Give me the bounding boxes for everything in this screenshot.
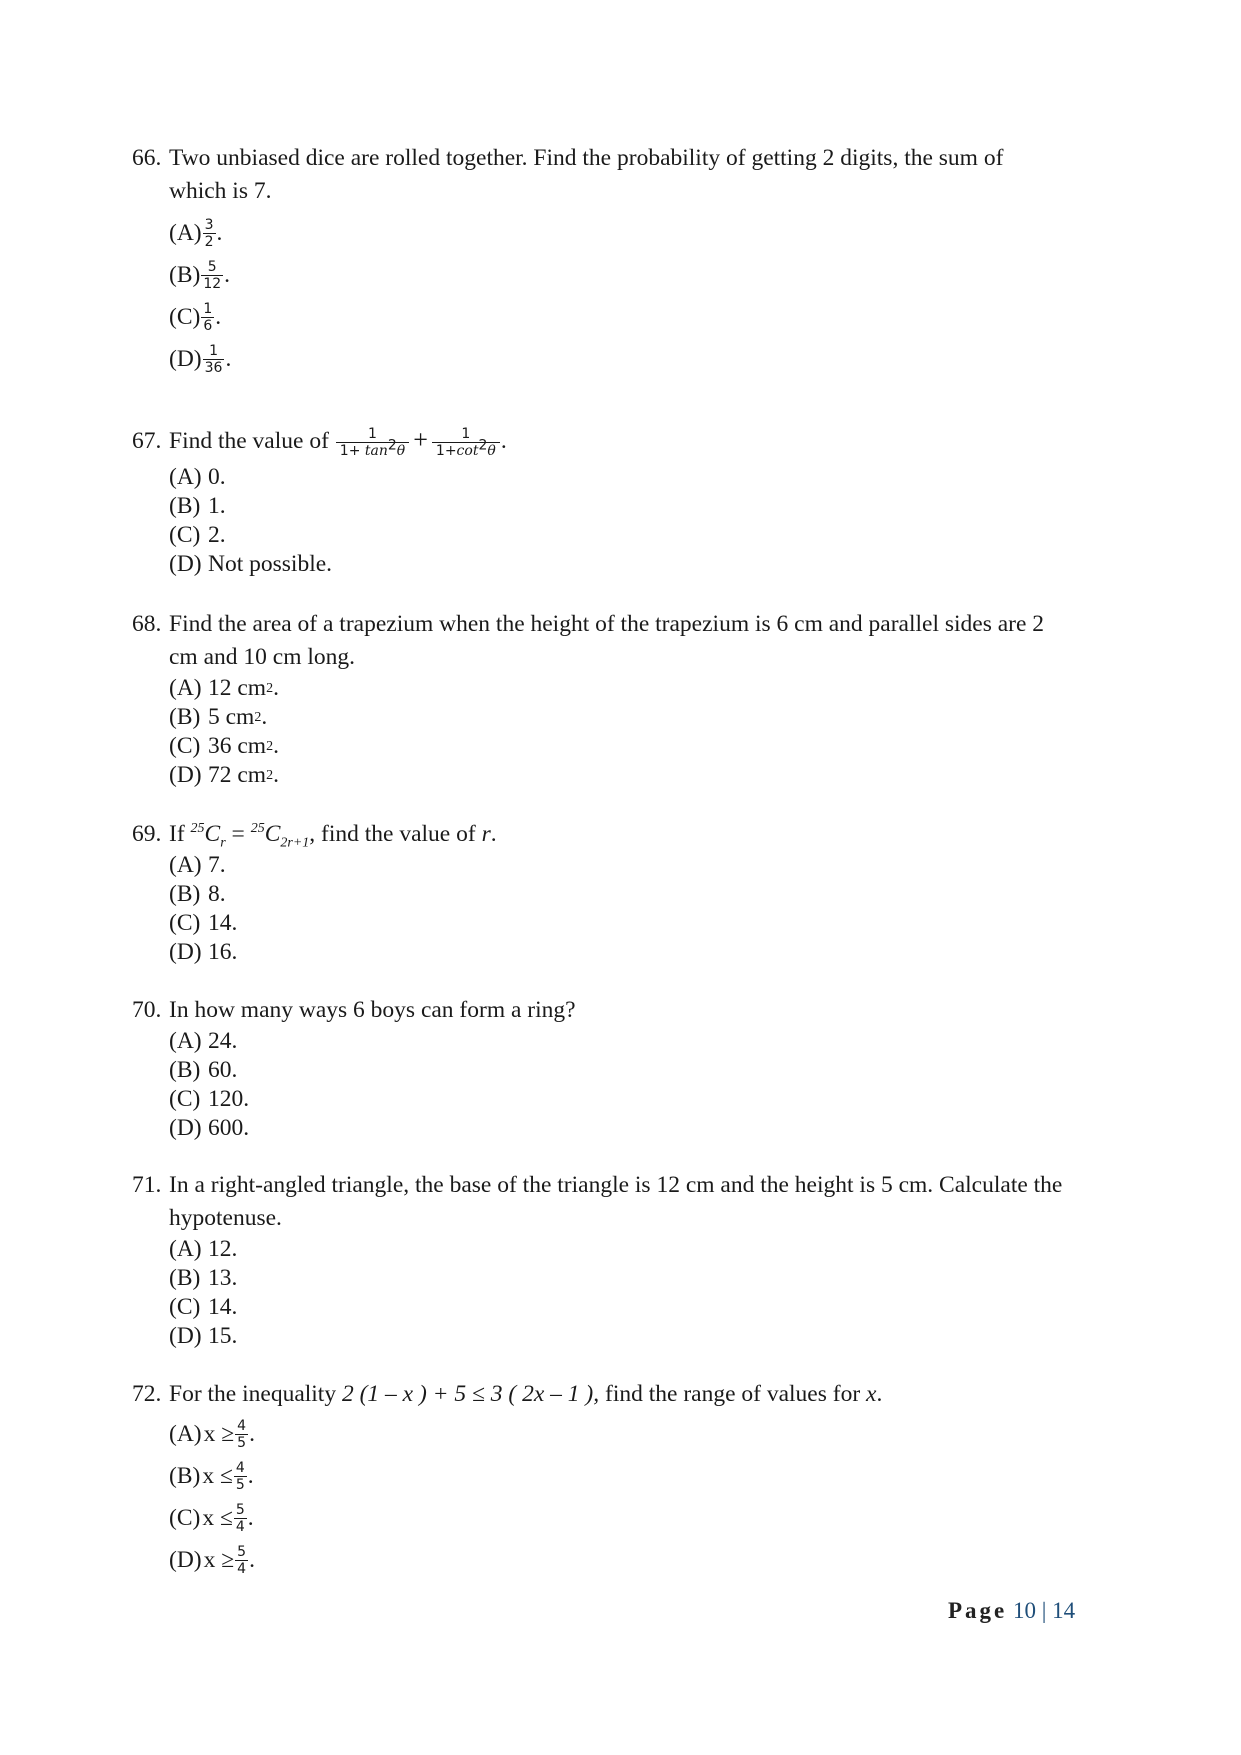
question-number: 70. [132,997,162,1023]
question-text: Find the area of a trapezium when the height of the trapezium is 6 cm and parallel sides are 2 [169,611,1045,637]
fraction: $\frac{3}{2}$ [204,216,214,250]
option-b: (B) x ≤ $\frac{4}{5}$ . [169,1459,254,1493]
fraction: $\frac{4}{5}$ [237,1417,247,1451]
fraction: $\frac{1}{6}$ [203,300,213,334]
option-d: (D) 600. [169,1115,250,1141]
option-b: (B) 13. [169,1265,238,1291]
question-number: 66. [132,145,162,171]
option-a: (A) x ≥ $\frac{4}{5}$ . [169,1417,255,1451]
question-number: 67. [132,427,162,454]
option-c: (C) 14. [169,1294,238,1320]
option-a: (A) 12. [169,1236,238,1262]
option-d: (D) $\frac{1}{36}$ . [169,342,232,376]
fraction-tan: $\frac{1}{1+ \tan^2\theta}$ [336,426,409,459]
question-text: In a right-angled triangle, the base of the triangle is 12 cm and the height is 5 cm. Calculate the [169,1172,1063,1198]
page-label: Page [948,1598,1008,1623]
question-66 [132,142,1132,380]
option-c: (C) 36 cm 2 . [169,733,279,759]
option-d: (D) x ≥ $\frac{5}{4}$ . [169,1543,255,1577]
option-c: (C) 2. [169,522,226,549]
option-c: (C) x ≤ $\frac{5}{4}$ . [169,1501,254,1535]
fraction: $\frac{5}{4}$ [235,1501,245,1535]
question-number: 72. [132,1381,162,1407]
fraction: $\frac{5}{12}$ [203,258,222,292]
question-text: Two unbiased dice are rolled together. Find the probability of getting 2 digits, the sum of [169,145,1004,171]
option-d: (D) Not possible. [169,551,333,578]
question-number: 69. [132,821,162,847]
question-number: 68. [132,611,162,637]
page-footer [948,1598,1075,1624]
option-d: (D) 16. [169,939,238,965]
question-71 [132,1169,1132,1351]
option-a: (A) 7. [169,852,226,878]
question-text: If $^{25}C_r = ^{25}C_{2r+1}$, find the value of r. [169,821,497,851]
question-text-cont: cm and 10 cm long. [169,644,356,670]
option-a: (A) $\frac{3}{2}$ . [169,216,223,250]
question-67: 67. Find the value of $\frac{1}{1+ \tan^2\theta}$ + $\frac{1}{1+\cot^2\theta}$ . (A) 0. (B) 1. (C) 2. (D) Not possible. [132,423,1132,579]
option-d: (D) 72 cm 2 . [169,762,279,788]
plus-sign: + [413,425,428,454]
option-a: (A) 0. [169,464,226,491]
option-d: (D) 15. [169,1323,238,1349]
question-68 [132,608,1132,790]
question-72 [132,1378,1132,1581]
option-c: (C) $\frac{1}{6}$ . [169,300,222,334]
option-b: (B) 5 cm 2 . [169,704,268,730]
option-b: (B) $\frac{5}{12}$ . [169,258,231,292]
option-c: (C) 120. [169,1086,250,1112]
option-b: (B) 60. [169,1057,238,1083]
question-text-cont: hypotenuse. [169,1205,282,1231]
question-text: For the inequality 2 (1 – x ) + 5 ≤ 3 ( 2x – 1 ), find the range of values for x. [169,1381,883,1407]
question-69 [132,818,1132,967]
fraction-cot: $\frac{1}{1+\cot^2\theta}$ [432,426,500,459]
option-b: (B) 8. [169,881,226,907]
option-b: (B) 1. [169,493,226,520]
page-number: 10 | 14 [1013,1598,1076,1623]
option-c: (C) 14. [169,910,238,936]
question-70 [132,994,1132,1143]
question-text-cont: which is 7. [169,178,272,204]
question-number: 71. [132,1172,162,1198]
option-a: (A) 24. [169,1028,238,1054]
fraction: $\frac{1}{36}$ [204,342,223,376]
fraction: $\frac{5}{4}$ [237,1543,247,1577]
question-text: Find the value of [169,428,329,454]
fraction: $\frac{4}{5}$ [235,1459,245,1493]
option-a: (A) 12 cm 2 . [169,675,279,701]
question-text: In how many ways 6 boys can form a ring? [169,997,576,1023]
